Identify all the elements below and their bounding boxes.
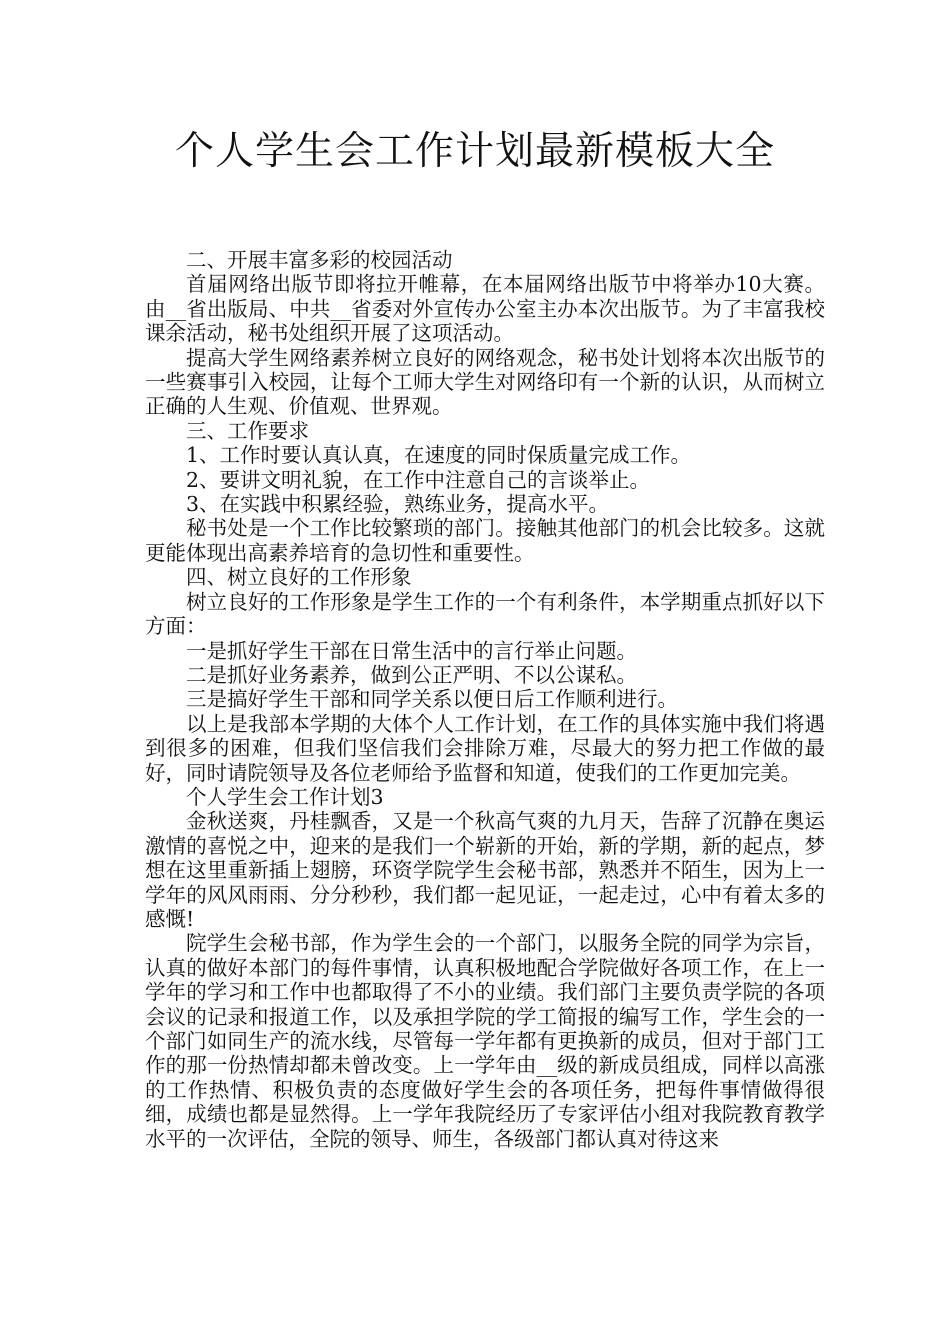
- paragraph: 三、工作要求: [186, 418, 309, 443]
- paragraph: 个人学生会工作计划3: [186, 784, 384, 809]
- document-body: [145, 248, 825, 1151]
- paragraph: 二、开展丰富多彩的校园活动: [186, 248, 453, 272]
- paragraph: 二是抓好业务素养，做到公正严明、不以公谋私。: [186, 662, 637, 687]
- paragraph: 院学生会秘书部，作为学生会的一个部门，以服务全院的同学为宗旨，认真的做好本部门的每件事情，认真积极地配合学院做好各项工作，在上一学年的学习和工作中也都取得了不小的业绩。我们部门主要负责学院的各项会议的记录和报道工作，以及承担学院的学工简报的编写工作，学生会的一个部门如同生产的流水线，尽管每一学年都有更换新的成员，但对于部门工作的那一份热情却都未曾改变。上一学年由__级的新成员组成，同样以高涨的工作热情、积极负责的态度做好学生会的各项任务，把每件事情做得很细，成绩也都是显然得。上一学年我院经历了专家评估小组对我院教育教学水平的一次评估，全院的领导、师生，各级部门都认真对待这来: [145, 931, 825, 1151]
- paragraph: 树立良好的工作形象是学生工作的一个有利条件，本学期重点抓好以下方面：: [145, 589, 825, 639]
- paragraph: 三是搞好学生干部和同学关系以便日后工作顺利进行。: [186, 687, 678, 712]
- paragraph: 1、工作时要认真认真，在速度的同时保质量完成工作。: [186, 443, 692, 468]
- paragraph: 四、树立良好的工作形象: [186, 565, 412, 590]
- paragraph: 以上是我部本学期的大体个人工作计划，在工作的具体实施中我们将遇到很多的困难，但我们坚信我们会排除万难，尽最大的努力把工作做的最好，同时请院领导及各位老师给予监督和知道，使我们的工作更加完美。: [145, 711, 825, 785]
- paragraph: 2、要讲文明礼貌，在工作中注意自己的言谈举止。: [186, 467, 651, 492]
- paragraph: 首届网络出版节即将拉开帷幕，在本届网络出版节中将举办10大赛。由__省出版局、中共__省委对外宣传办公室主办本次出版节。为了丰富我校课余活动，秘书处组织开展了这项活动。: [145, 272, 825, 346]
- paragraph: 一是抓好学生干部在日常生活中的言行举止问题。: [186, 638, 637, 663]
- paragraph: 金秋送爽，丹桂飘香，又是一个秋高气爽的九月天，告辞了沉静在奥运激情的喜悦之中，迎来的是我们一个崭新的开始，新的学期，新的起点，梦想在这里重新插上翅膀，环资学院学生会秘书部，熟悉并不陌生，因为上一学年的风风雨雨、分分秒秒，我们都一起见证，一起走过，心中有着太多的感慨!: [145, 809, 825, 931]
- paragraph: 3、在实践中积累经验，熟练业务，提高水平。: [186, 492, 610, 517]
- paragraph: 提高大学生网络素养树立良好的网络观念，秘书处计划将本次出版节的一些赛事引入校园，让每个工师大学生对网络印有一个新的认识，从而树立正确的人生观、价值观、世界观。: [145, 345, 825, 419]
- paragraph: 秘书处是一个工作比较繁琐的部门。接触其他部门的机会比较多。这就更能体现出高素养培育的急切性和重要性。: [145, 516, 825, 565]
- document-title: 个人学生会工作计划最新模板大全: [174, 129, 775, 174]
